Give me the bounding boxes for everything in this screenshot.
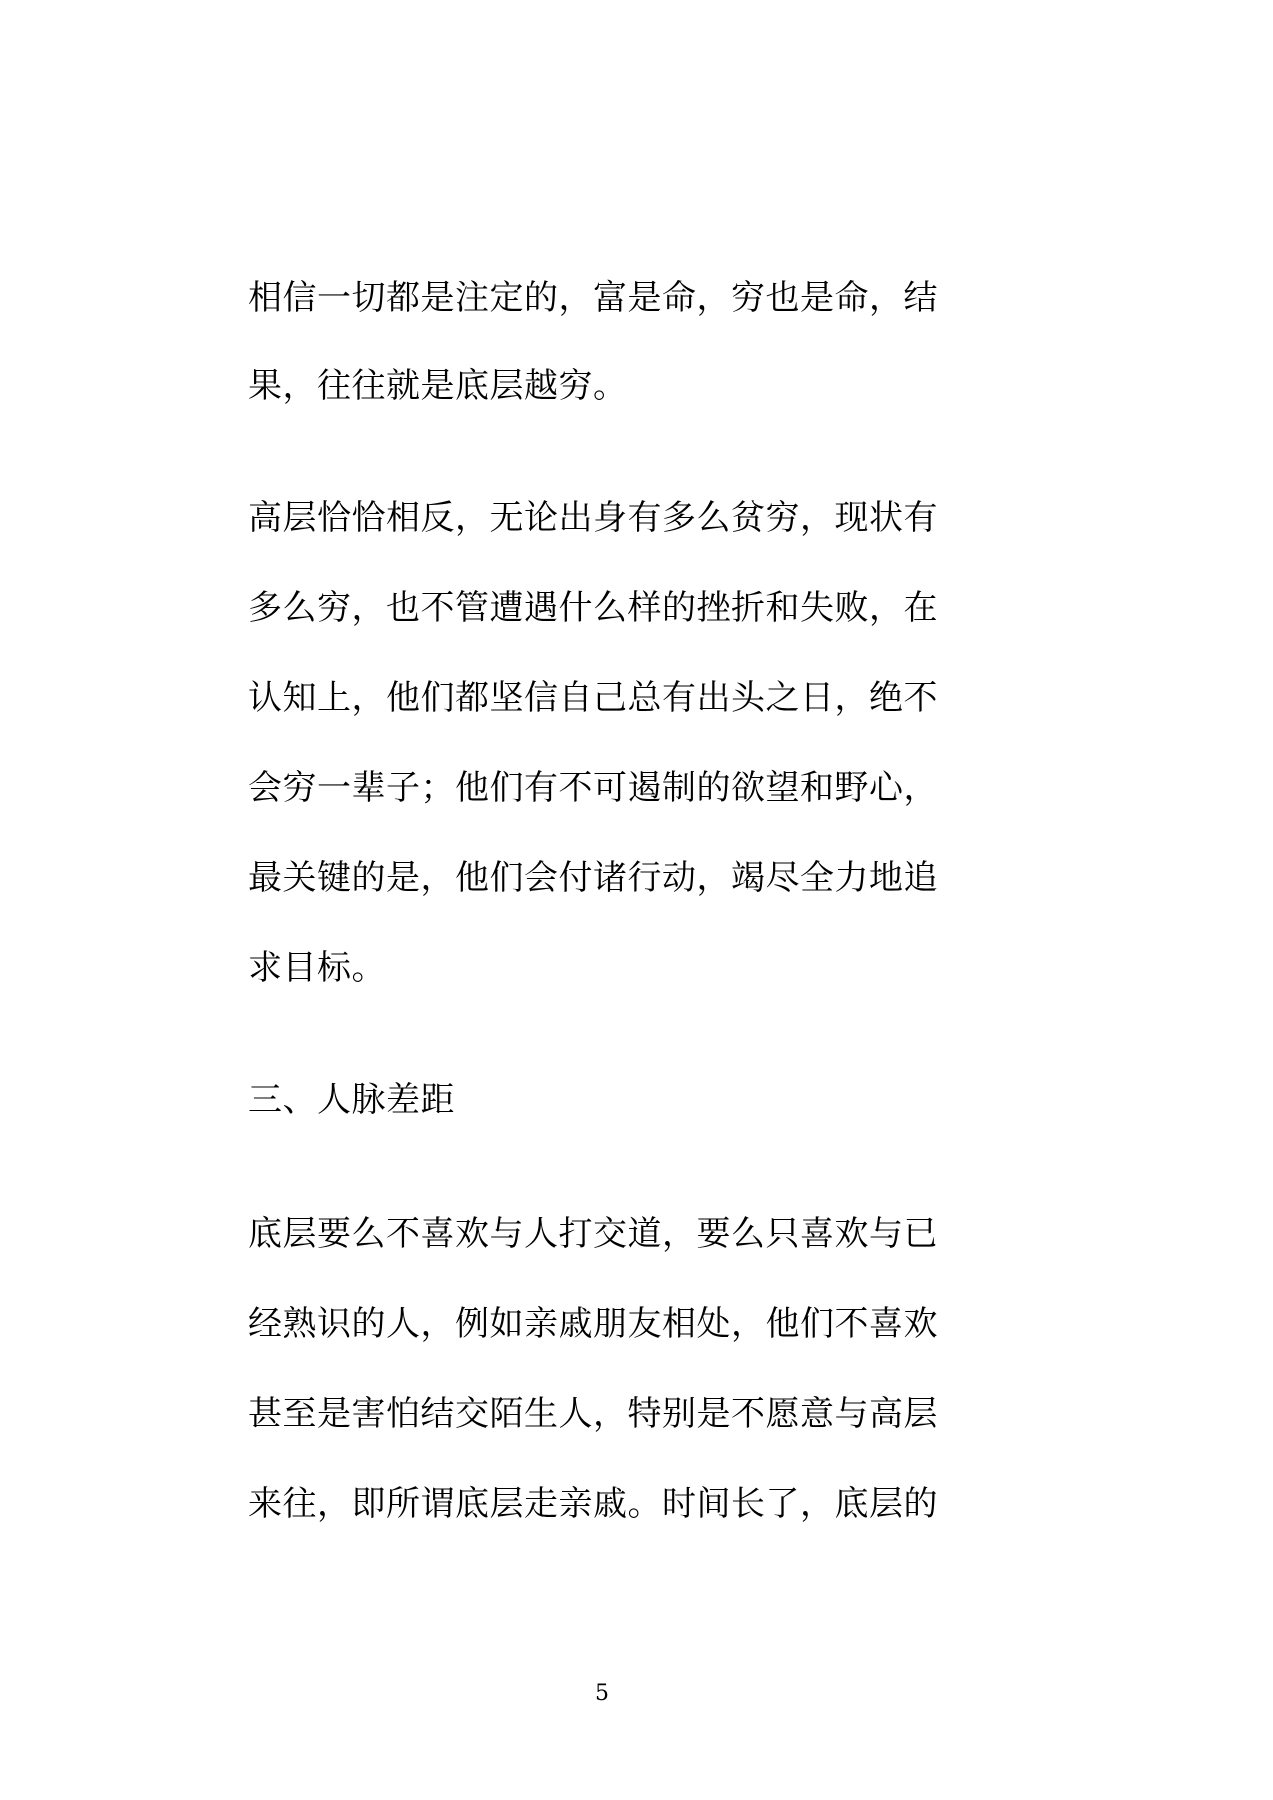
- paragraph-line: 求目标。: [248, 948, 386, 988]
- paragraph-line: 最关键的是，他们会付诸行动，竭尽全力地追: [248, 858, 938, 898]
- paragraph-line: 多么穷，也不管遭遇什么样的挫折和失败，在: [248, 588, 938, 628]
- paragraph-line: 果，往往就是底层越穷。: [248, 366, 628, 406]
- paragraph-line: 高层恰恰相反，无论出身有多么贫穷，现状有: [248, 498, 938, 538]
- section-heading: 三、人脉差距: [248, 1080, 455, 1120]
- paragraph-line: 会穷一辈子；他们有不可遏制的欲望和野心，: [248, 768, 938, 808]
- paragraph-line: 相信一切都是注定的，富是命，穷也是命，结: [248, 278, 938, 318]
- paragraph-line: 底层要么不喜欢与人打交道，要么只喜欢与已: [248, 1214, 938, 1254]
- paragraph-line: 来往，即所谓底层走亲戚。时间长了，底层的: [248, 1484, 938, 1524]
- paragraph-line: 认知上，他们都坚信自己总有出头之日，绝不: [248, 678, 938, 718]
- paragraph-line: 经熟识的人，例如亲戚朋友相处，他们不喜欢: [248, 1304, 938, 1344]
- page-number: 5: [595, 1681, 609, 1706]
- paragraph-line: 甚至是害怕结交陌生人，特别是不愿意与高层: [248, 1394, 938, 1434]
